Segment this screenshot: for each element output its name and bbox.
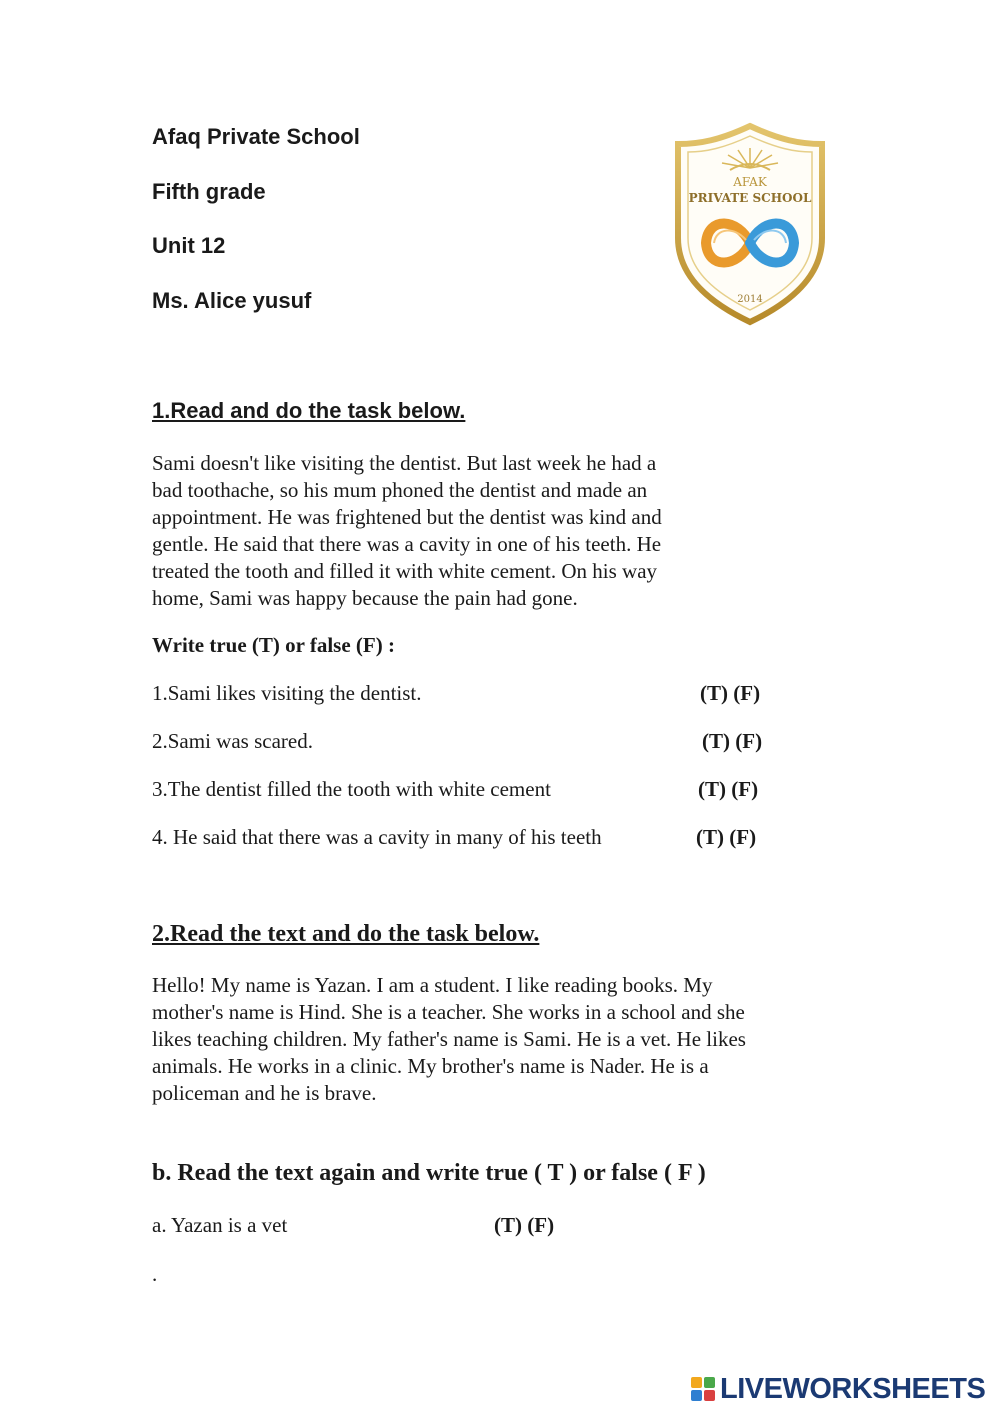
question-3-text: 3.The dentist filled the tooth with white cement <box>152 777 551 801</box>
paragraph-line: likes teaching children. My father's name is Sami. He is a vet. He likes <box>152 1027 746 1051</box>
liveworksheets-logo-icon <box>690 1376 716 1402</box>
paragraph-line: gentle. He said that there was a cavity in one of his teeth. He <box>152 532 662 556</box>
unit-label: Unit 12 <box>152 233 226 258</box>
grade-label: Fifth grade <box>152 179 266 204</box>
section3-question-a-text: a. Yazan is a vet <box>152 1213 288 1237</box>
logo-year: 2014 <box>737 294 763 305</box>
question-2-text: 2.Sami was scared. <box>152 729 313 753</box>
section3-question-a-tf-choice[interactable]: (T) (F) <box>494 1213 555 1237</box>
logo-line1: AFAK <box>733 175 767 189</box>
question-4-text: 4. He said that there was a cavity in many of his teeth <box>152 825 602 849</box>
paragraph-line: Sami doesn't like visiting the dentist. But last week he had a <box>152 451 657 475</box>
paragraph-line: bad toothache, so his mum phoned the dentist and made an <box>152 478 648 502</box>
trailing-dot: . <box>152 1262 158 1286</box>
shield-crest-icon <box>650 118 850 330</box>
section1-heading: 1.Read and do the task below. <box>152 398 466 423</box>
paragraph-line: Hello! My name is Yazan. I am a student. I like reading books. My <box>152 973 713 997</box>
liveworksheets-brand[interactable] <box>690 1374 985 1404</box>
paragraph-line: animals. He works in a clinic. My brother's name is Nader. He is a <box>152 1054 709 1078</box>
paragraph-line: treated the tooth and filled it with white cement. On his way <box>152 559 658 583</box>
question-1-text: 1.Sami likes visiting the dentist. <box>152 681 422 705</box>
question-4-tf-choice[interactable]: (T) (F) <box>696 825 757 849</box>
liveworksheets-wordmark: LIVEWORKSHEETS <box>720 1372 986 1405</box>
section2-heading: 2.Read the text and do the task below. <box>152 921 540 947</box>
section1-instruction: Write true (T) or false (F) : <box>152 633 395 657</box>
question-3-tf-choice[interactable]: (T) (F) <box>698 777 759 801</box>
school-name: Afaq Private School <box>152 124 360 149</box>
school-logo <box>650 118 850 330</box>
paragraph-line: mother's name is Hind. She is a teacher. She works in a school and she <box>152 1000 745 1024</box>
paragraph-line: appointment. He was frightened but the dentist was kind and <box>152 505 662 529</box>
section2-paragraph <box>152 972 746 1107</box>
question-2-tf-choice[interactable]: (T) (F) <box>702 729 763 753</box>
paragraph-line: policeman and he is brave. <box>152 1081 377 1105</box>
section3-heading: b. Read the text again and write true ( T ) or false ( F ) <box>152 1160 706 1186</box>
logo-line2: PRIVATE SCHOOL <box>688 191 812 205</box>
teacher-name: Ms. Alice yusuf <box>152 288 312 313</box>
section1-paragraph <box>152 450 662 612</box>
paragraph-line: home, Sami was happy because the pain had gone. <box>152 586 578 610</box>
question-1-tf-choice[interactable]: (T) (F) <box>700 681 761 705</box>
